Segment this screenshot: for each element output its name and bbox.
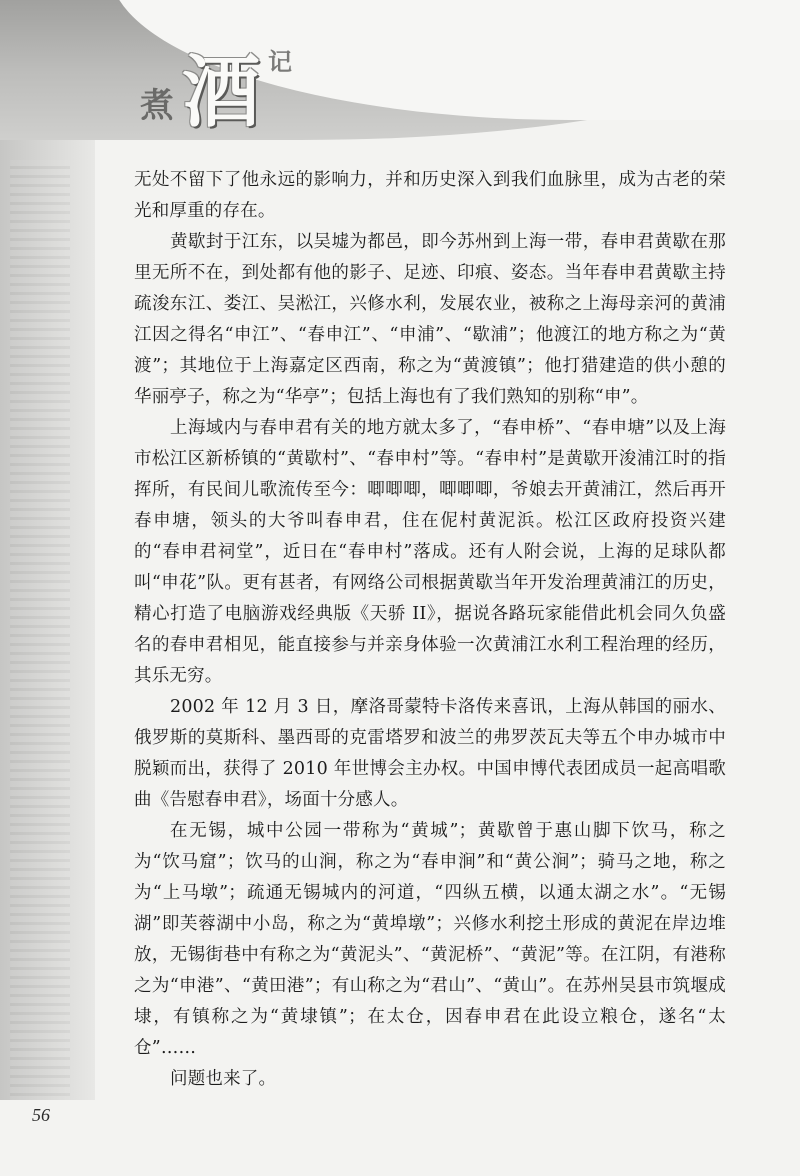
article-body bbox=[134, 165, 726, 1095]
paragraph-5: 在无锡，城中公园一带称为“黄城”；黄歇曾于惠山脚下饮马，称之为“饮马窟”；饮马的山涧，称之为“春申涧”和“黄公涧”；骑马之地，称之为“上马墩”；疏通无锡城内的河道，“四纵五横，以通太湖之水”。“无锡湖”即芙蓉湖中小岛，称之为“黄埠墩”；兴修水利挖土形成的黄泥在岸边堆放，无锡街巷中有称之为“黄泥头”、“黄泥桥”、“黄泥”等。在江阴，有港称之为“申港”、“黄田港”；有山称之为“君山”、“黄山”。在苏州吴县市筑堰成埭，有镇称之为“黄埭镇”；在太仓，因春申君在此设立粮仓，遂名“太仓”…… bbox=[134, 821, 726, 1058]
left-margin-decoration bbox=[0, 100, 95, 1100]
page-number: 56 bbox=[32, 1105, 50, 1125]
paragraph-6: 问题也来了。 bbox=[170, 1069, 277, 1089]
column-title bbox=[130, 20, 350, 138]
paragraph-2: 黄歇封于江东，以吴墟为都邑，即今苏州到上海一带，春申君黄歇在那里无所不在，到处都有他的影子、足迹、印痕、姿态。当年春申君黄歇主持疏浚东江、娄江、吴淞江，兴修水利，发展农业，被称之上海母亲河的黄浦江因之得名“申江”、“春申江”、“申浦”、“歇浦”；他渡江的地方称之为“黄渡”；其地位于上海嘉定区西南，称之为“黄渡镇”；他打猎建造的供小憩的华丽亭子，称之为“华亭”；包括上海也有了我们熟知的别称“申”。 bbox=[134, 232, 726, 407]
paragraph-4: 2002 年 12 月 3 日，摩洛哥蒙特卡洛传来喜讯，上海从韩国的丽水、俄罗斯的莫斯科、墨西哥的克雷塔罗和波兰的弗罗茨瓦夫等五个申办城市中脱颖而出，获得了 2010 年世博会主办权。中国申博代表团成员一起高唱歌曲《告慰春申君》，场面十分感人。 bbox=[134, 697, 726, 810]
paragraph-3: 上海域内与春申君有关的地方就太多了，“春申桥”、“春申塘”以及上海市松江区新桥镇的“黄歇村”、“春申村”等。“春申村”是黄歇开浚浦江时的指挥所，有民间儿歌流传至今：唧唧唧，唧唧唧，爷娘去开黄浦江，然后再开春申塘，领头的大爷叫春申君，住在伲村黄泥浜。松江区政府投资兴建的“春申君祠堂”，近日在“春申村”落成。还有人附会说，上海的足球队都叫“申花”队。更有甚者，有网络公司根据黄歇当年开发治理黄浦江的历史，精心打造了电脑游戏经典版《天骄 II》，据说各路玩家能借此机会同久负盛名的春申君相见，能直接参与并亲身体验一次黄浦江水利工程治理的经历，其乐无穷。 bbox=[134, 418, 726, 686]
column-title-left-char: 煮 bbox=[140, 86, 176, 126]
column-title-main-char: 酒 bbox=[182, 47, 261, 138]
header-banner bbox=[0, 0, 800, 160]
column-title-right-char: 记 bbox=[268, 47, 292, 76]
paragraph-1: 无处不留下了他永远的影响力，并和历史深入到我们血脉里，成为古老的荣光和厚重的存在。 bbox=[134, 170, 726, 221]
